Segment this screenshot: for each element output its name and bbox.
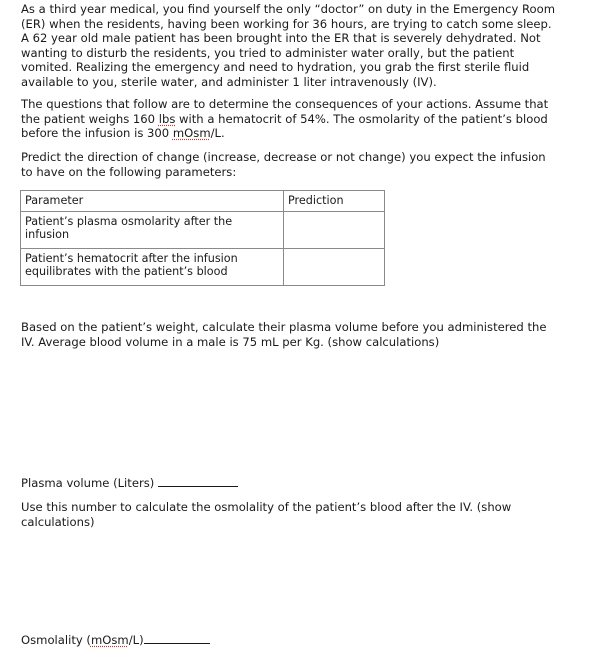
plasma-volume-answer-line bbox=[21, 476, 556, 491]
table-cell-parameter: Patient’s plasma osmolarity after the infusion bbox=[21, 212, 284, 249]
table-cell-prediction[interactable] bbox=[284, 249, 385, 286]
intro-paragraph: As a third year medical, you find yourself the only “doctor” on duty in the Emergency Room (ER) when the residents, having been working for 36 hours, are trying to catch some sleep. A 62 year old male patient has been brought into the ER that is severely dehydrated. Not wanting to disturb the residents, you tried to administer water orally, but the patient vomited. Realizing the emergency and need to hydration, you grab the first sterile fluid available to you, sterile water, and administer 1 liter intravenously (IV). bbox=[21, 2, 556, 89]
table-cell-parameter: Patient’s hematocrit after the infusion equilibrates with the patient’s blood bbox=[21, 249, 284, 286]
osmolality-question: Use this number to calculate the osmolality of the patient’s blood after the IV. (show calculations) bbox=[21, 500, 512, 529]
table-row bbox=[21, 249, 385, 286]
osmolality-label-suffix: /L) bbox=[128, 633, 144, 647]
mosm-word: mOsm bbox=[172, 126, 211, 141]
osmolality-mosm-word: mOsm bbox=[90, 633, 129, 647]
table-header-row bbox=[21, 191, 385, 212]
questions-intro-paragraph bbox=[21, 97, 556, 141]
plasma-volume-question: Based on the patient’s weight, calculate their plasma volume before you administered the IV. Average blood volume in a male is 75 mL per Kg. (show calculations) bbox=[21, 320, 547, 349]
osmolality-blank[interactable] bbox=[144, 633, 210, 644]
osmolality-label-prefix: Osmolality ( bbox=[21, 633, 91, 647]
questions-intro-part3: /L. bbox=[210, 126, 225, 141]
table-cell-prediction[interactable] bbox=[284, 212, 385, 249]
questions-intro-part2: with a hematocrit of 54%. The osmolarity of the patient’s blood before the infusion is 300 bbox=[21, 111, 548, 141]
prediction-table bbox=[20, 190, 385, 286]
table-row bbox=[21, 212, 385, 249]
lbs-word: lbs bbox=[158, 111, 176, 126]
plasma-volume-label: Plasma volume (Liters) bbox=[21, 476, 158, 490]
osmolality-answer-line bbox=[21, 633, 556, 648]
plasma-volume-blank[interactable] bbox=[158, 476, 238, 487]
table-header-parameter: Parameter bbox=[21, 191, 284, 212]
table-header-prediction: Prediction bbox=[284, 191, 385, 212]
predict-instruction: Predict the direction of change (increase, decrease or not change) you expect the infusion to have on the following parameters: bbox=[21, 150, 546, 179]
questions-intro-part1: The questions that follow are to determine the consequences of your actions. Assume that the patient weighs 160 bbox=[21, 97, 549, 126]
